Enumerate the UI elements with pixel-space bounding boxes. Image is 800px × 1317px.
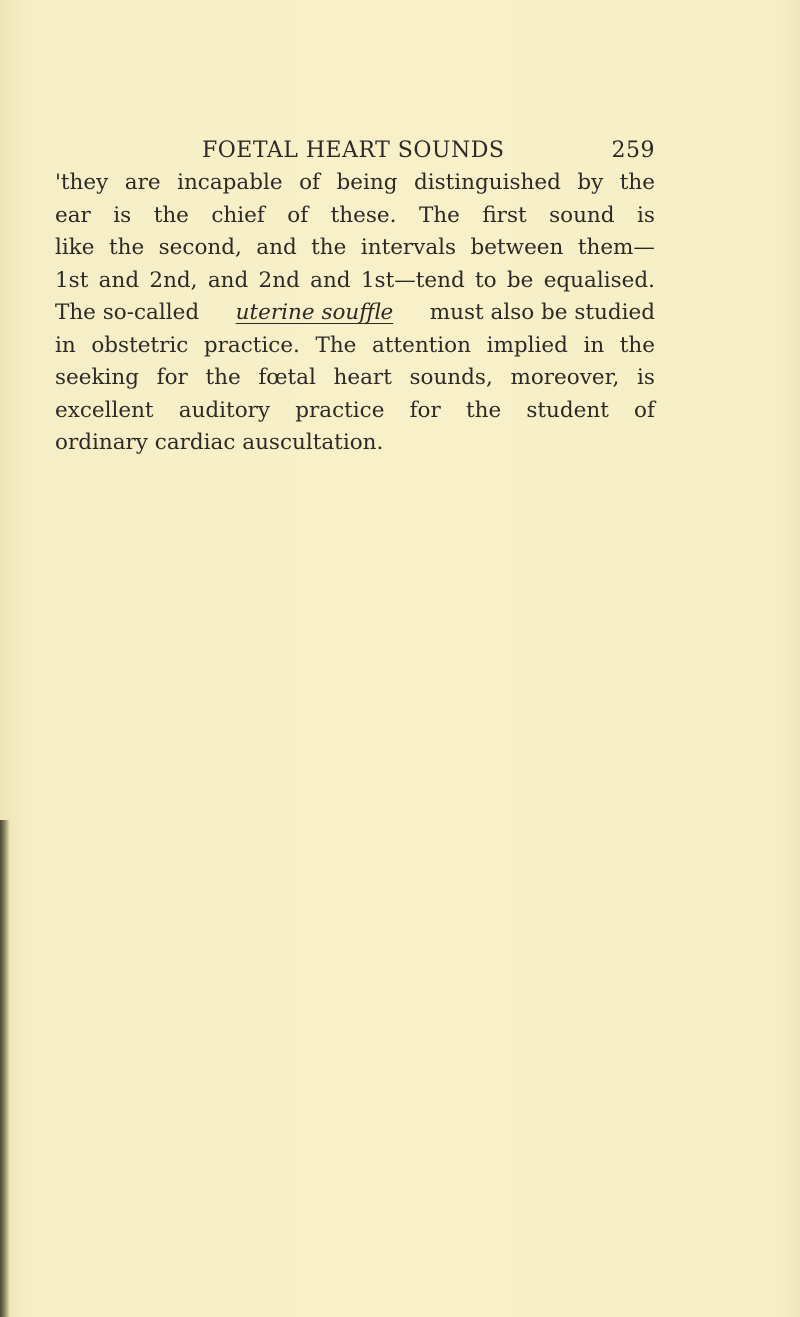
word: second, <box>158 235 242 260</box>
word: seeking <box>55 365 139 390</box>
word: 1st <box>55 267 89 293</box>
body-paragraph <box>55 167 655 460</box>
word: these. <box>330 202 397 228</box>
word: be <box>506 267 534 293</box>
word: The <box>418 202 460 228</box>
word: for <box>409 397 441 423</box>
word: implied <box>486 332 568 358</box>
word: chief <box>211 202 265 228</box>
word: the <box>108 235 145 260</box>
running-head: FOETAL HEART SOUNDS <box>202 138 505 163</box>
word: the <box>153 202 189 228</box>
word: incapable <box>177 170 283 195</box>
word: is <box>113 202 132 228</box>
text-line <box>55 362 655 395</box>
text-line <box>55 200 655 233</box>
word: the <box>619 170 655 195</box>
word: in <box>583 332 605 358</box>
word: sounds, <box>409 365 493 390</box>
text-segment: must also be studied <box>429 300 655 325</box>
word: distinguished <box>413 170 561 195</box>
word: moreover, <box>510 365 620 390</box>
word: and <box>207 267 249 293</box>
page-header <box>55 138 655 168</box>
word: being <box>336 170 398 195</box>
text-line <box>55 232 655 265</box>
word: is <box>637 202 655 228</box>
word: to <box>475 267 497 293</box>
word: 2nd, <box>149 267 198 293</box>
word: the <box>205 365 241 390</box>
word: The <box>315 332 357 358</box>
word: excellent <box>55 397 154 423</box>
word: in <box>55 332 76 358</box>
text-line <box>55 330 655 363</box>
word: first <box>482 202 527 228</box>
word: and <box>256 235 297 260</box>
text-line <box>55 297 655 330</box>
word: the <box>465 397 502 423</box>
word: 'they <box>55 170 109 195</box>
word: and <box>310 267 351 293</box>
word: for <box>156 365 188 390</box>
word: are <box>124 170 161 195</box>
word: and <box>98 267 140 293</box>
word: obstetric <box>91 332 189 358</box>
word: intervals <box>360 235 457 260</box>
word: fœtal <box>258 365 316 390</box>
word: equalised. <box>543 267 655 293</box>
text-line <box>55 167 655 200</box>
italic-term: uterine souffle <box>235 300 394 325</box>
word: practice <box>295 397 385 423</box>
word: 2nd <box>258 267 300 293</box>
word: auditory <box>178 397 271 423</box>
page-number: 259 <box>611 138 655 163</box>
word: ear <box>55 202 91 228</box>
word: heart <box>333 365 392 390</box>
word: the <box>619 332 655 358</box>
word: the <box>311 235 347 260</box>
word: student <box>526 397 609 423</box>
word: practice. <box>203 332 300 358</box>
word: attention <box>372 332 471 358</box>
word: of <box>634 397 655 423</box>
text-line: ordinary cardiac auscultation. <box>55 430 384 455</box>
word: of <box>299 170 320 195</box>
text-line <box>55 395 655 428</box>
word: them— <box>577 235 655 260</box>
word: of <box>287 202 309 228</box>
word: is <box>636 365 655 390</box>
page-edge-shadow <box>0 820 10 1317</box>
word: like <box>55 235 95 260</box>
word: between <box>470 235 564 260</box>
text-segment: The so-called <box>55 300 200 325</box>
text-line <box>55 265 655 298</box>
word: by <box>577 170 604 195</box>
word: sound <box>549 202 615 228</box>
word: 1st—tend <box>360 267 465 293</box>
